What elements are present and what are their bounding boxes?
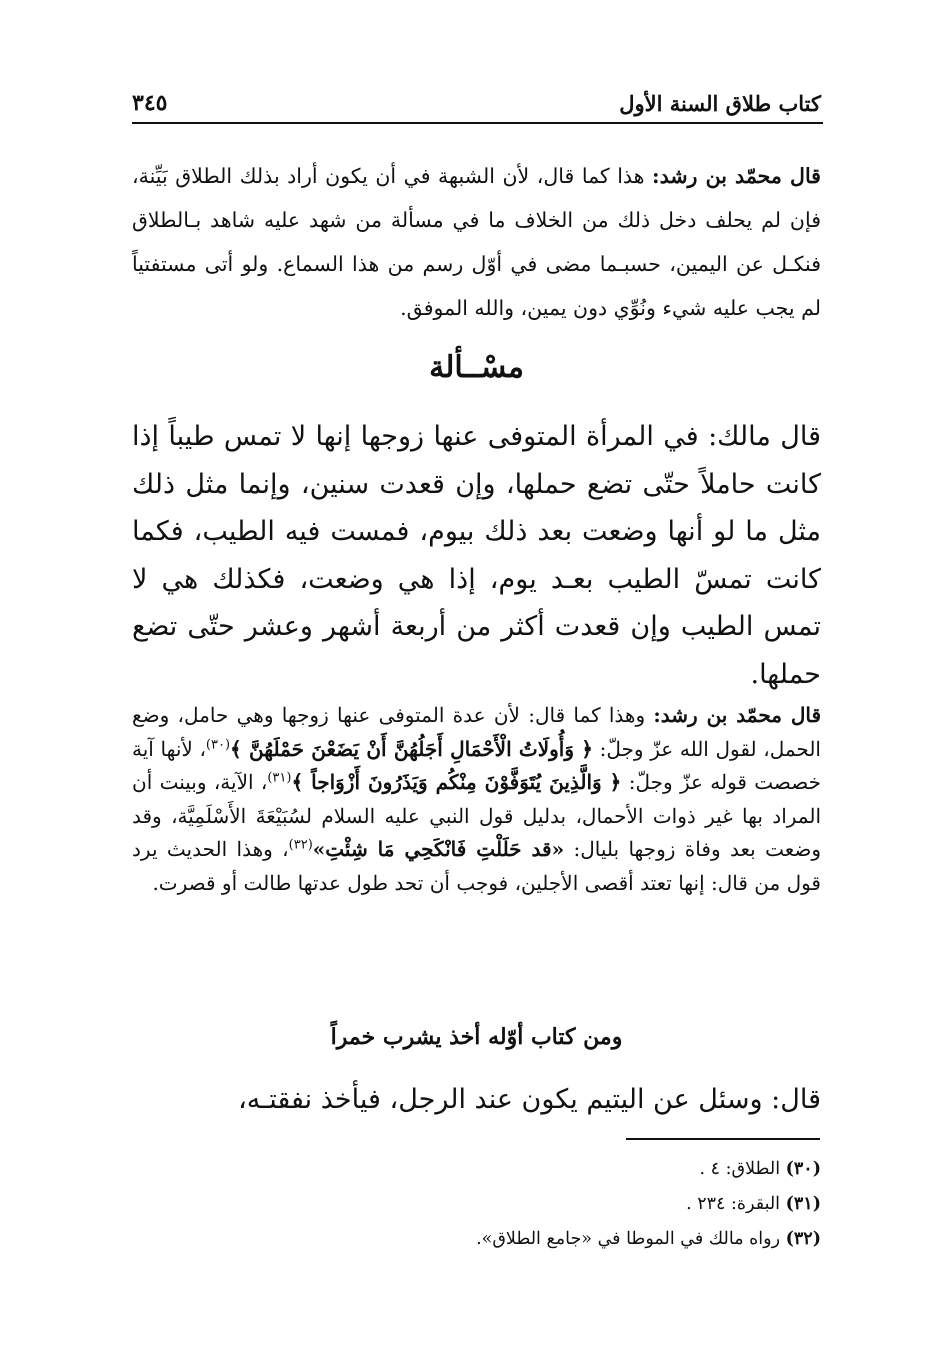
footnote-item (132, 1187, 821, 1222)
header-rule (132, 122, 823, 124)
section-heading-book: ومن كتاب أوّله أخذ يشرب خمراً (330, 1024, 623, 1050)
footnote-number: (٣٠) (785, 1159, 821, 1179)
paragraph-malik (132, 413, 821, 698)
paragraph-text: ، وهذا الحديث يرد قول من قال: إنها تعتد أقصى الأجلين، فوجب أن تحد طول عدتها طالت أو قصرت. (132, 837, 821, 895)
footnote-text: رواه مالك في الموطا في «جامع الطلاق». (476, 1229, 786, 1249)
footnote-text: الطلاق: ٤ . (699, 1159, 786, 1179)
paragraph-text: ، الآية، وبينت أن المراد بها غير ذوات الأحمال، بدليل قول النبي عليه السلام لسُبَيْعَةَ الأَسْلَمِيَّة، وقد وضعت بعد وفاة زوجها بليال: (132, 770, 822, 861)
section-heading-masala: مسْــألة (429, 350, 524, 385)
speaker-label: قال محمّد بن رشد: (653, 703, 822, 727)
footnote-number: (٣٢) (785, 1229, 821, 1249)
page-number: ٣٤٥ (132, 90, 168, 116)
footnote-ref-30[interactable]: (٣٠) (205, 736, 231, 752)
footnote-number: (٣١) (785, 1194, 821, 1214)
footnotes-list (132, 1152, 821, 1257)
paragraph-text: ، لأنها آية خصصت قوله عزّ وجلّ: (132, 736, 821, 794)
paragraph-text: وهذا كما قال: لأن عدة المتوفى عنها زوجها وهي حامل، وضع الحمل، لقول الله عزّ وجلّ: (132, 703, 821, 761)
footnote-ref-31[interactable]: (٣١) (267, 770, 292, 786)
quran-verse-1: ﴿ وَأُولَاتُ الْأَحْمَالِ أَجَلُهُنَّ أَنْ يَضَعْنَ حَمْلَهُنَّ ﴾ (230, 736, 593, 761)
hadith-quote: «قد حَلَلْتِ فَانْكَحِي مَا شِئْتِ» (312, 837, 565, 861)
paragraph-text: قال مالك: في المرأة المتوفى عنها زوجها إنها لا تمس طيباً إذا كانت حاملاً حتّى تضع حملها، وإن قعدت سنين، وإنما مثل ذلك مثل ما لو أنها وضعت بعد ذلك بيوم، فمست فيه الطيب، فكما كانت تمسّ الطيب بعـد يوم، إذا هي وضعت، فكذلك هي لا تمس الطيب وإن قعدت أكثر من أربعة أشهر وعشر حتّى تضع حملها. (132, 421, 821, 690)
footnote-text: البقرة: ٢٣٤ . (686, 1194, 786, 1214)
paragraph-ibn-rushd-2 (132, 699, 821, 900)
footnote-rule (626, 1138, 820, 1140)
paragraph-text: هذا كما قال، لأن الشبهة في أن يكون أراد بذلك الطلاق بَيِّنة، فإن لم يحلف دخل ذلك من الخلاف ما في مسألة من شهد عليه شاهد بـالطلاق فنكـل عن اليمين، حسبـما مضى في أوّل رسم من هذا السماع. ولو أتى مستفتياً لم يجب عليه شيء ونُوِّي دون يمين، والله الموفق. (132, 164, 821, 320)
running-title: كتاب طلاق السنة الأول (619, 91, 821, 116)
quran-verse-2: ﴿ وَالَّذِينَ يُتَوَفَّوْنَ مِنْكُم وَيَذَرُونَ أَزْوَاجاً ﴾ (291, 770, 622, 794)
paragraph-question (132, 1076, 821, 1124)
footnote-ref-32[interactable]: (٣٢) (288, 837, 313, 853)
footnote-item (132, 1222, 821, 1257)
page-header (132, 88, 821, 116)
paragraph-ibn-rushd-1 (132, 154, 821, 330)
paragraph-text: قال: وسئل عن اليتيم يكون عند الرجل، فيأخذ نفقتـه، (238, 1084, 821, 1115)
speaker-label: قال محمّد بن رشد: (652, 164, 821, 188)
footnote-item (132, 1152, 821, 1187)
